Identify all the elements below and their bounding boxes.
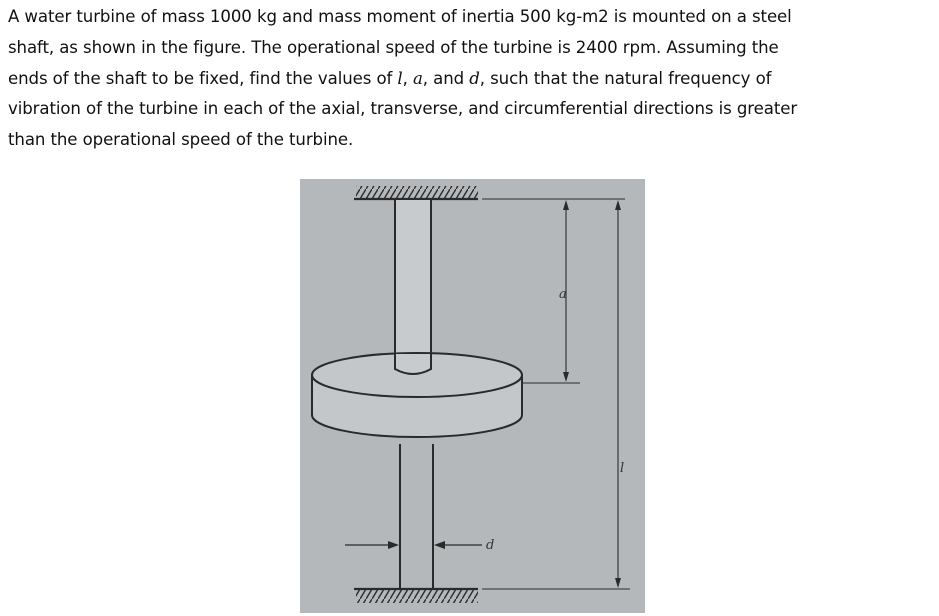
turbine-diagram	[300, 179, 645, 613]
bottom-support-hatch	[356, 589, 478, 603]
variable-a: a	[413, 68, 423, 88]
problem-line-3-sep2: , and	[422, 68, 470, 88]
bottom-support	[354, 589, 478, 603]
problem-line-5: than the operational speed of the turbine.	[8, 130, 354, 150]
dimension-d-label: d	[486, 538, 495, 553]
turbine-disk	[312, 353, 522, 437]
problem-line-3-end: , such that the natural frequency of	[479, 68, 772, 88]
problem-line-1: A water turbine of mass 1000 kg and mass moment of inertia 500 kg-m2 is mounted on a steel	[8, 7, 792, 26]
problem-line-2: shaft, as shown in the figure. The operational speed of the turbine is 2400 rpm. Assuming the	[8, 37, 779, 57]
problem-line-3	[8, 64, 936, 95]
problem-line-3-sep1: ,	[402, 68, 413, 88]
problem-line-4: vibration of the turbine in each of the axial, transverse, and circumferential directions is greater	[8, 99, 798, 119]
dimension-l-label: l	[620, 461, 625, 476]
variable-d: d	[469, 68, 480, 88]
turbine-figure	[300, 179, 645, 613]
problem-line-3-start: ends of the shaft to be fixed, find the values of	[8, 68, 398, 88]
upper-shaft	[395, 199, 431, 369]
variable-l: l	[397, 68, 403, 88]
dimension-a-label: a	[559, 287, 567, 302]
disk-hub	[395, 354, 431, 374]
problem-statement	[8, 2, 936, 156]
top-support	[354, 186, 478, 199]
top-support-hatch	[356, 186, 478, 199]
